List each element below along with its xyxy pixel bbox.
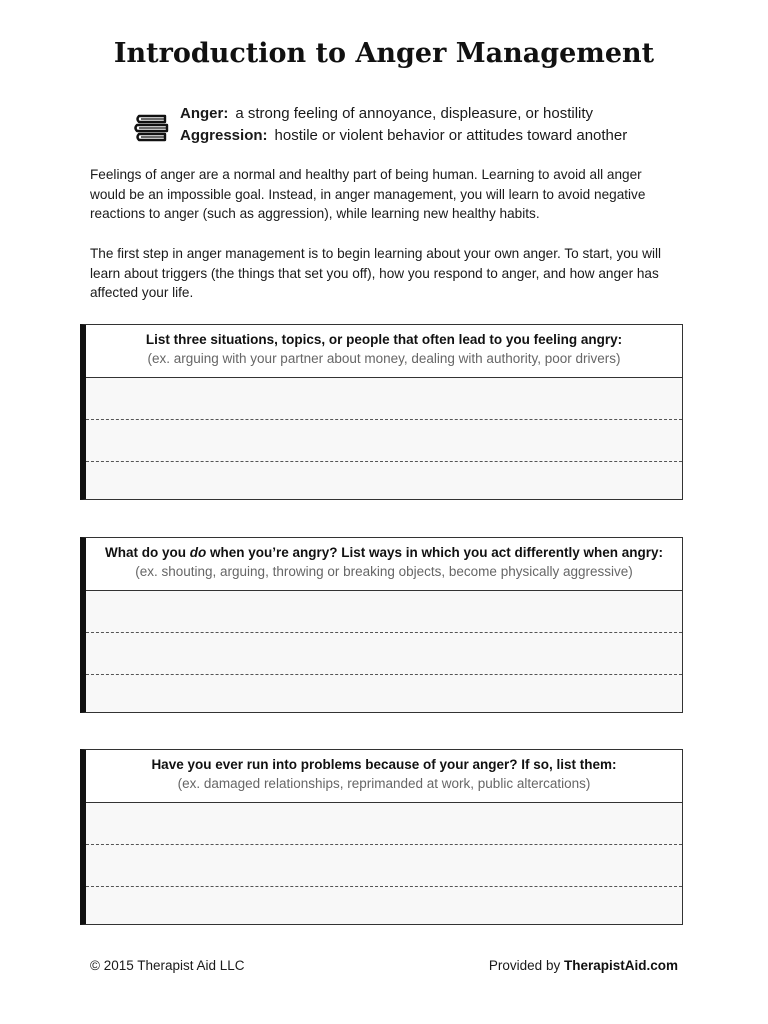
definition-anger [180,105,593,122]
answer-line[interactable] [86,803,682,845]
answer-line[interactable] [86,378,682,420]
responses-section [80,537,683,713]
question-text: What do you [104,545,190,560]
provided-by-label: Provided by [488,958,561,973]
intro-paragraph: Feelings of anger are a normal and healthy part of being human. Learning to avoid all anger would be an impossible goal. Instead, in anger management, you will learn to avoid negative reactions to anger (such as aggression), while learning new healthy habits. [90,167,646,222]
answer-line[interactable] [86,420,682,462]
definition-term: Anger: [180,105,229,122]
definition-text: hostile or violent behavior or attitudes toward another [274,127,628,144]
books-icon [134,112,170,144]
section-question [86,538,682,561]
section-header [86,325,682,378]
brand-link[interactable]: TherapistAid.com [563,958,678,973]
definition-term: Aggression: [180,127,268,144]
answer-line[interactable] [86,887,682,928]
problems-section [80,749,683,925]
copyright: © 2015 Therapist Aid LLC [90,958,245,973]
provided-by [489,958,678,973]
section-example: (ex. shouting, arguing, throwing or breaking objects, become physically aggressive) [135,564,633,579]
definition-text: a strong feeling of annoyance, displeasure, or hostility [235,105,594,122]
answer-line[interactable] [86,633,682,675]
section-question: List three situations, topics, or people that often lead to you feeling angry: [145,332,623,347]
answer-line[interactable] [86,845,682,887]
section-question: Have you ever run into problems because of your anger? If so, list them: [151,757,617,772]
section-header [86,750,682,803]
definition-aggression [180,127,627,144]
section-example: (ex. arguing with your partner about money, dealing with authority, poor drivers) [147,351,621,366]
first-step-paragraph: The first step in anger management is to begin learning about your own anger. To start, you will learn about triggers (the things that set you off), how you respond to anger, and how anger has affected your life. [90,246,662,301]
section-header [86,538,682,591]
definitions [134,102,694,150]
answer-line[interactable] [86,675,682,716]
question-text: when you’re angry? List ways in which you act differently when angry: [206,545,664,560]
section-example: (ex. damaged relationships, reprimanded at work, public altercations) [177,776,591,791]
question-emphasis: do [189,545,207,560]
answer-line[interactable] [86,591,682,633]
answer-line[interactable] [86,462,682,503]
triggers-section [80,324,683,500]
page-title: Introduction to Anger Management [113,38,655,69]
